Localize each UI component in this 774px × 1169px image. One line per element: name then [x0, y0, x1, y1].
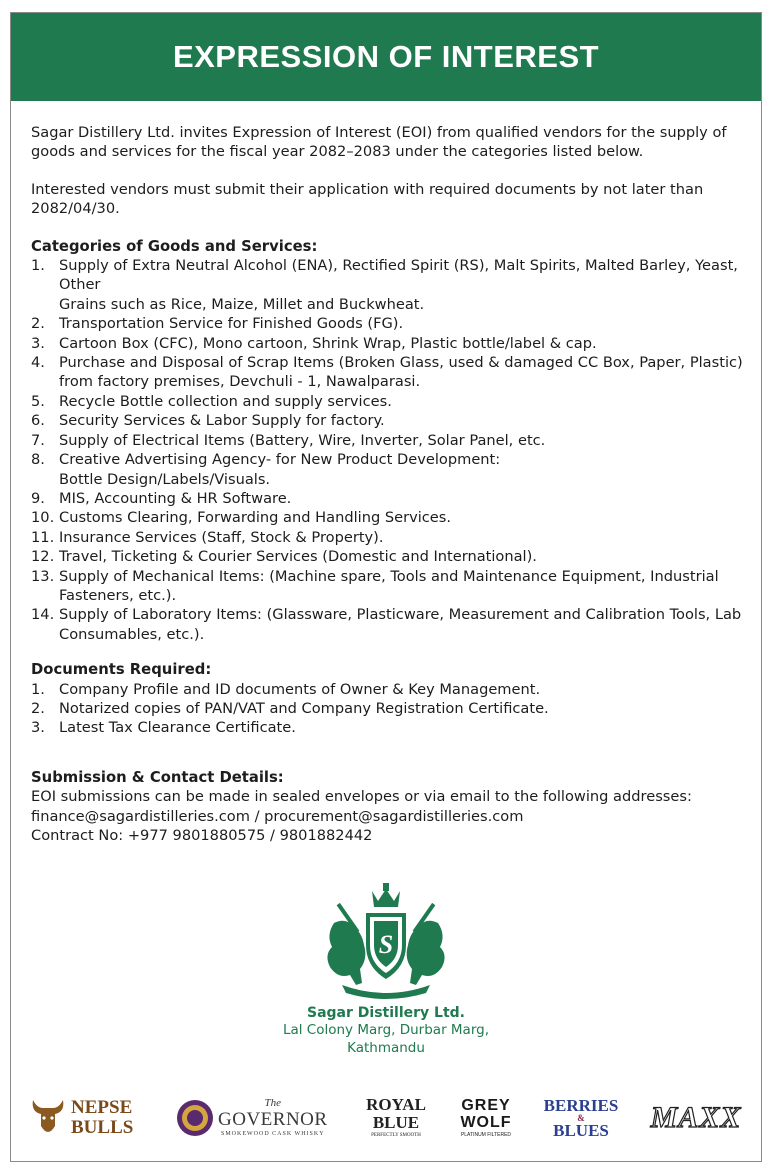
list-item: 6. Security Services & Labor Supply for factory.	[31, 412, 385, 430]
categories-heading: Categories of Goods and Services:	[31, 237, 318, 255]
company-address-line2: Kathmandu	[347, 1040, 425, 1056]
page-title: EXPRESSION OF INTEREST	[172, 39, 600, 74]
lion-crest-icon	[316, 883, 456, 1003]
list-item: 4. Purchase and Disposal of Scrap Items (Broken Glass, used & damaged CC Box, Paper, Plastic) from factory premises, Devchuli - 1, Nawalparasi.	[31, 354, 743, 391]
list-item: 8. Creative Advertising Agency- for New Product Development:	[31, 451, 501, 469]
bull-head-icon	[29, 1096, 67, 1140]
list-item: 3. Cartoon Box (CFC), Mono cartoon, Shrink Wrap, Plastic bottle/label & cap.	[31, 334, 597, 352]
governor-tagline: SMOKEWOOD CASK WHISKY	[221, 1131, 325, 1137]
list-item: 3. Latest Tax Clearance Certificate.	[31, 719, 296, 737]
maxx-logo	[646, 1088, 746, 1148]
royal-blue-logo	[361, 1088, 431, 1148]
blues-word: BLUES	[553, 1120, 609, 1140]
list-item: 11. Insurance Services (Staff, Stock & Property).	[31, 528, 384, 546]
governor-logo	[176, 1088, 346, 1148]
list-item: 10. Customs Clearing, Forwarding and Handling Services.	[31, 509, 452, 527]
list-item-continuation: Bottle Design/Labels/Visuals.	[59, 470, 271, 488]
bulls-word: BULLS	[71, 1117, 134, 1138]
email-addresses[interactable]: finance@sagardistilleries.com / procurement@sagardistilleries.com	[31, 807, 524, 825]
governor-the: The	[264, 1097, 282, 1109]
company-name: Sagar Distillery Ltd.	[307, 1005, 465, 1021]
royal-tagline: PERFECTLY SMOOTH	[371, 1133, 421, 1138]
grey-wolf-tagline: PLATINUM FILTERED	[460, 1132, 512, 1138]
brand-logos-row	[21, 1088, 751, 1148]
blue-word: BLUE	[372, 1113, 420, 1132]
nepse-word: NEPSE	[71, 1097, 133, 1118]
list-item: 2. Transportation Service for Finished Goods (FG).	[31, 315, 404, 333]
list-item: 12. Travel, Ticketing & Courier Services (Domestic and International).	[31, 548, 537, 566]
company-address-line1: Lal Colony Marg, Durbar Marg,	[282, 1022, 490, 1038]
title-banner	[11, 13, 761, 101]
contact-heading: Submission & Contact Details:	[31, 768, 284, 786]
submission-text: EOI submissions can be made in sealed envelopes or via email to the following addresses:	[31, 788, 692, 806]
governor-name: GOVERNOR	[218, 1109, 328, 1130]
list-item: 5. Recycle Bottle collection and supply services.	[31, 392, 392, 410]
documents-list	[31, 680, 746, 738]
crest-letter: S	[378, 930, 394, 959]
intro-paragraph: Sagar Distillery Ltd. invites Expression of Interest (EOI) from qualified vendors for the supply of goods and services for the fiscal year 2082–2083 under the categories listed below.	[31, 124, 727, 161]
list-item: 1. Supply of Extra Neutral Alcohol (ENA), Rectified Spirit (RS), Malt Spirits, Malted Barley, Yeast, Other	[31, 257, 738, 294]
list-item: 9. MIS, Accounting & HR Software.	[31, 489, 292, 507]
list-item: 13. Supply of Mechanical Items: (Machine spare, Tools and Maintenance Equipment, Industrial Fasteners, etc.).	[31, 567, 719, 604]
lion-emblem-icon	[176, 1099, 214, 1137]
berries-blues-logo	[536, 1088, 626, 1148]
contact-number: Contract No: +977 9801880575 / 9801882442	[31, 827, 373, 844]
categories-list	[31, 256, 746, 644]
list-item: 2. Notarized copies of PAN/VAT and Company Registration Certificate.	[31, 699, 549, 717]
berries-word: BERRIES	[543, 1095, 619, 1115]
maxx-word: MAXX	[650, 1101, 742, 1134]
list-item-continuation: Grains such as Rice, Maize, Millet and Buckwheat.	[59, 295, 425, 313]
list-item: 14. Supply of Laboratory Items: (Glassware, Plasticware, Measurement and Calibration Tools, Lab Consumables, etc.).	[31, 606, 742, 643]
list-item: 1. Company Profile and ID documents of Owner & Key Management.	[31, 680, 541, 698]
notice-body	[31, 123, 746, 845]
nepse-bulls-logo	[29, 1088, 159, 1148]
company-logo-block	[11, 883, 761, 1057]
grey-word: GREY	[461, 1097, 511, 1114]
list-item: 7. Supply of Electrical Items (Battery, Wire, Inverter, Solar Panel, etc.	[31, 431, 546, 449]
royal-word: ROYAL	[366, 1095, 426, 1114]
deadline-paragraph: Interested vendors must submit their application with required documents by not later than 2082/04/30.	[31, 180, 704, 218]
notice-frame	[10, 12, 762, 1162]
wolf-word: WOLF	[460, 1114, 512, 1131]
documents-heading: Documents Required:	[31, 661, 212, 679]
berries-ampersand: &	[577, 1112, 585, 1123]
grey-wolf-logo	[446, 1088, 526, 1148]
